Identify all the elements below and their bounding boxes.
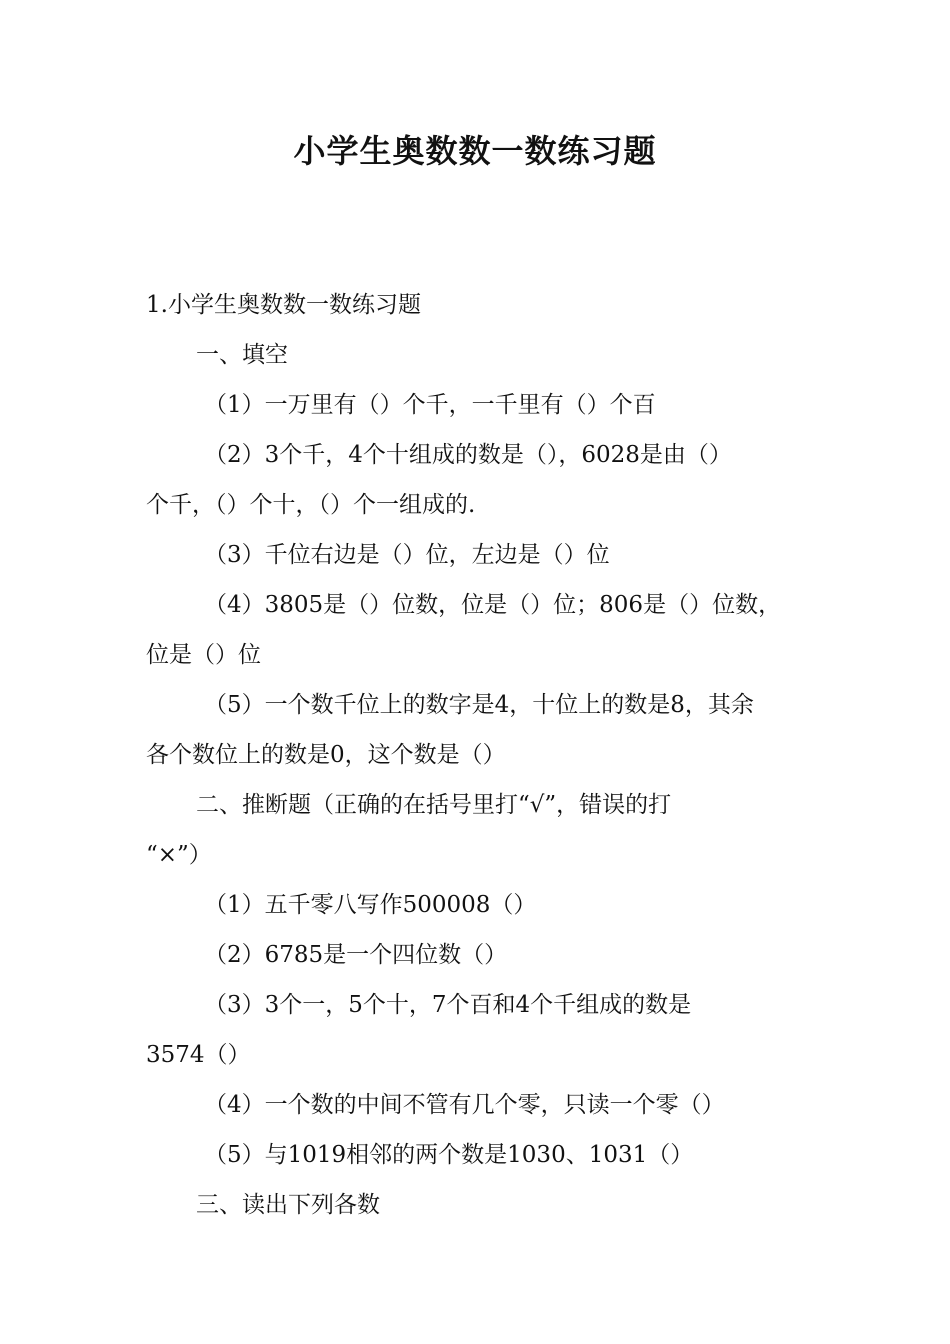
text-line: （5）与1019相邻的两个数是1030、1031（） bbox=[204, 1142, 694, 1168]
text-line: 1.小学生奥数数一数练习题 bbox=[146, 292, 421, 318]
section-heading-judgement: 二、推断题（正确的在括号里打“√”，错误的打 bbox=[196, 792, 672, 818]
document-title: 小学生奥数数一数练习题 bbox=[293, 132, 657, 170]
text-line: 位是（）位 bbox=[146, 642, 261, 668]
document-body bbox=[146, 280, 816, 1230]
text-line: （2）3个千，4个十组成的数是（），6028是由（） bbox=[204, 442, 732, 468]
text-line: 3574（） bbox=[146, 1042, 251, 1068]
text-line: （4）一个数的中间不管有几个零，只读一个零（） bbox=[204, 1092, 725, 1118]
text-line: （3）千位右边是（）位，左边是（）位 bbox=[204, 542, 610, 568]
text-line: 个千，（）个十，（）个一组成的. bbox=[146, 492, 476, 518]
text-line: “×”） bbox=[146, 842, 212, 868]
text-line: （4）3805是（）位数，位是（）位；806是（）位数， bbox=[204, 592, 782, 618]
text-line: 各个数位上的数是0，这个数是（） bbox=[146, 742, 506, 768]
text-line: （1）一万里有（）个千，一千里有（）个百 bbox=[204, 392, 656, 418]
section-heading-fill-blank: 一、填空 bbox=[196, 342, 288, 368]
text-line: （3）3个一，5个十，7个百和4个千组成的数是 bbox=[204, 992, 692, 1018]
section-heading-read-numbers: 三、读出下列各数 bbox=[196, 1192, 380, 1218]
text-line: （5）一个数千位上的数字是4，十位上的数是8，其余 bbox=[204, 692, 754, 718]
text-line: （2）6785是一个四位数（） bbox=[204, 942, 508, 968]
text-line: （1）五千零八写作500008（） bbox=[204, 892, 537, 918]
